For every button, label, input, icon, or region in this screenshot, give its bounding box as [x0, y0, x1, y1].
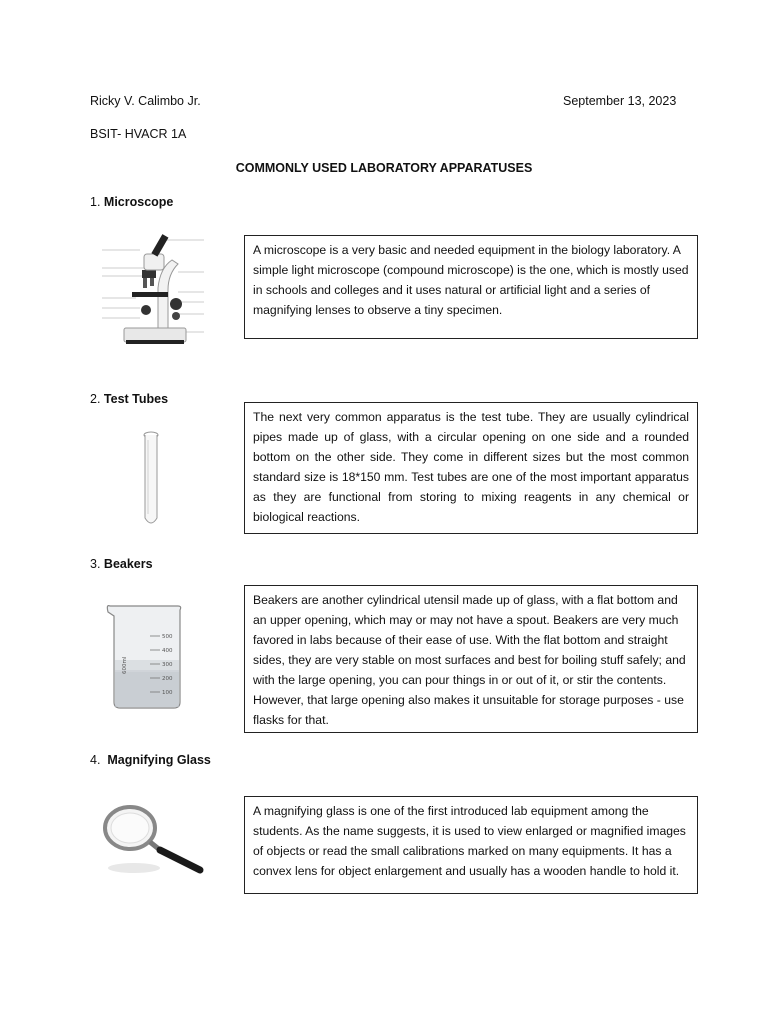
section-heading-test-tubes: [90, 392, 168, 406]
author-name: Ricky V. Calimbo Jr.: [90, 94, 201, 108]
beaker-mark: 100: [162, 690, 173, 696]
section-name: Magnifying Glass: [107, 753, 211, 767]
microscope-icon: [96, 228, 222, 354]
section-number: 1.: [90, 195, 101, 209]
course-label: BSIT- HVACR 1A: [90, 127, 187, 141]
document-date: September 13, 2023: [563, 94, 677, 108]
page-title: COMMONLY USED LABORATORY APPARATUSES: [235, 161, 533, 175]
section-heading-magnifying-glass: [90, 753, 211, 767]
section-heading-beakers: [90, 557, 153, 571]
section-number: 3.: [90, 557, 101, 571]
beaker-mark: 200: [162, 676, 173, 682]
section-number: 2.: [90, 392, 101, 406]
section-name: Beakers: [103, 557, 153, 571]
magnifying-glass-icon: [102, 802, 208, 878]
test-tube-icon: [138, 430, 164, 530]
section-heading-microscope: [90, 195, 173, 209]
description-microscope: A microscope is a very basic and needed equipment in the biology laboratory. A simple light microscope (compound microscope) is the one, which is mostly used in schools and colleges and it uses natural or artificial light and a series of magnifying lenses to observe a tiny specimen.: [244, 235, 698, 339]
description-magnifying-glass: A magnifying glass is one of the first introduced lab equipment among the students. As the name suggests, it is used to view enlarged or magnified images of objects or read the small calibrations marked on many equipments. It has a convex lens for object enlargement and usually has a wooden handle to hold it.: [244, 796, 698, 894]
description-test-tubes: The next very common apparatus is the test tube. They are usually cylindrical pipes made up of glass, with a circular opening on one side and a rounded bottom on the other side. They come in different sizes but the most common standard size is 18*150 mm. Test tubes are one of the most important apparatus as they are functional from storing to mixing reagents in any chemical or biological reactions.: [244, 402, 698, 534]
beaker-icon: [104, 600, 186, 712]
beaker-mark: 500: [162, 634, 173, 640]
section-name: Test Tubes: [103, 392, 169, 406]
description-beakers: Beakers are another cylindrical utensil made up of glass, with a flat bottom and an upper opening, which may or may not have a spout. Beakers are very much favored in labs because of their ease of use. With the flat bottom and straight sides, they are very stable on most surfaces and best for boiling stuff safely; and with the large opening, you can pour things in or out of it, or stir the contents. However, that large opening also makes it unsuitable for storage purposes - use flasks for that.: [244, 585, 698, 733]
section-name: Microscope: [103, 195, 174, 209]
beaker-volume-label: 600ml: [122, 656, 128, 674]
beaker-mark: 400: [162, 648, 173, 654]
beaker-mark: 300: [162, 662, 173, 668]
section-number: 4.: [90, 753, 101, 767]
